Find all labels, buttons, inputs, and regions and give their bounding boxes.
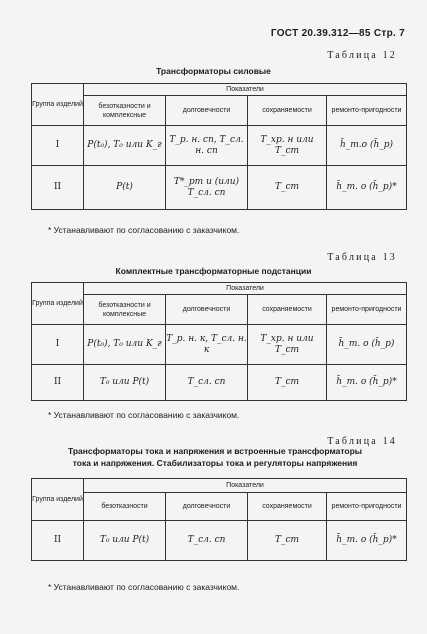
- table12-title: Трансформаторы силовые: [156, 66, 271, 76]
- table14-footnote: * Устанавливают по согласованию с заказчиком.: [48, 582, 240, 592]
- table-row: [32, 325, 407, 365]
- table13-row2-durability: T_сл. сп: [166, 365, 248, 401]
- table13-row2-reliability: T₀ или P(t): [84, 365, 166, 401]
- table12-footnote: * Устанавливают по согласованию с заказчиком.: [48, 225, 240, 235]
- table13-row1-reliability: P(t₀), T₀ или K_г: [84, 325, 166, 365]
- page-header: ГОСТ 20.39.312—85 Стр. 7: [270, 28, 405, 39]
- table14-col-indicators: Показатели: [84, 479, 407, 493]
- table13-row1-group: I: [32, 325, 84, 365]
- table12-row1-durability: T_р. н. сп, T_сл. н. сп: [166, 126, 248, 166]
- table13-row2-storability: T_ст: [248, 365, 327, 401]
- table14-row1-group: II: [32, 521, 84, 561]
- table12-row2-durability: T*_рт и (или) T_сл. сп: [166, 166, 248, 210]
- table13: [31, 282, 407, 401]
- table14-title: Трансформаторы тока и напряжения и встроенные трансформаторы тока и напряжения. Стабилизаторы тока и регуляторы напряжения: [67, 446, 363, 468]
- table14-row1-maintainability: h̄_т. о (h̄_р)*: [327, 521, 407, 561]
- table12-row1-reliability: P(t₀), T₀ или K_г: [84, 126, 166, 166]
- table14-row1-durability: T_сл. сп: [166, 521, 248, 561]
- table13-col-indicators: Показатели: [84, 283, 407, 295]
- table13-row2-maintainability: h̄_т. о (h̄_р)*: [327, 365, 407, 401]
- table12-col-maintainability: ремонто-пригодности: [327, 96, 407, 126]
- table12-row2-group: II: [32, 166, 84, 210]
- table14-col-storability: сохраняемости: [248, 493, 327, 521]
- table12-label: Таблица 12: [327, 50, 397, 61]
- table13-col-storability: сохраняемости: [248, 295, 327, 325]
- table12-row1-storability: T_хр. н или T_ст: [248, 126, 327, 166]
- table13-footnote: * Устанавливают по согласованию с заказчиком.: [48, 410, 240, 420]
- table-row: [32, 126, 407, 166]
- table12-col-indicators: Показатели: [84, 84, 407, 96]
- table12-col-group: Группа изделий: [32, 84, 84, 126]
- table13-col-reliability: безотказности и комплексные: [84, 295, 166, 325]
- table14-col-reliability: безотказности: [84, 493, 166, 521]
- table14-col-durability: долговечности: [166, 493, 248, 521]
- table12-row2-storability: T_ст: [248, 166, 327, 210]
- table13-row1-storability: T_хр. н или T_ст: [248, 325, 327, 365]
- table12-col-storability: сохраняемости: [248, 96, 327, 126]
- table13-col-group: Группа изделий: [32, 283, 84, 325]
- table14-col-maintainability: ремонто-пригодности: [327, 493, 407, 521]
- table-row: [32, 521, 407, 561]
- table13-col-maintainability: ремонто-пригодности: [327, 295, 407, 325]
- table13-label: Таблица 13: [327, 252, 397, 263]
- table12-row1-group: I: [32, 126, 84, 166]
- table-row: [32, 365, 407, 401]
- table14-row1-storability: T_ст: [248, 521, 327, 561]
- table12-col-durability: долговечности: [166, 96, 248, 126]
- table14-label: Таблица 14: [327, 436, 397, 447]
- table13-row1-maintainability: h̄_т. о (h̄_р): [327, 325, 407, 365]
- table14-col-group: Группа изделий: [32, 479, 84, 521]
- table-row: [32, 166, 407, 210]
- table14-row1-reliability: T₀ или P(t): [84, 521, 166, 561]
- table14: [31, 478, 407, 561]
- table13-row2-group: II: [32, 365, 84, 401]
- table12: [31, 83, 407, 210]
- table13-col-durability: долговечности: [166, 295, 248, 325]
- table12-row2-maintainability: h̄_т. о (h̄_р)*: [327, 166, 407, 210]
- table12-row1-maintainability: h̄_т.о (h̄_р): [327, 126, 407, 166]
- table13-title: Комплектные трансформаторные подстанции: [115, 266, 312, 276]
- table12-col-reliability: безотказности и комплексные: [84, 96, 166, 126]
- table13-row1-durability: T_р. н. к, T_сл. н. к: [166, 325, 248, 365]
- table12-row2-reliability: P(t): [84, 166, 166, 210]
